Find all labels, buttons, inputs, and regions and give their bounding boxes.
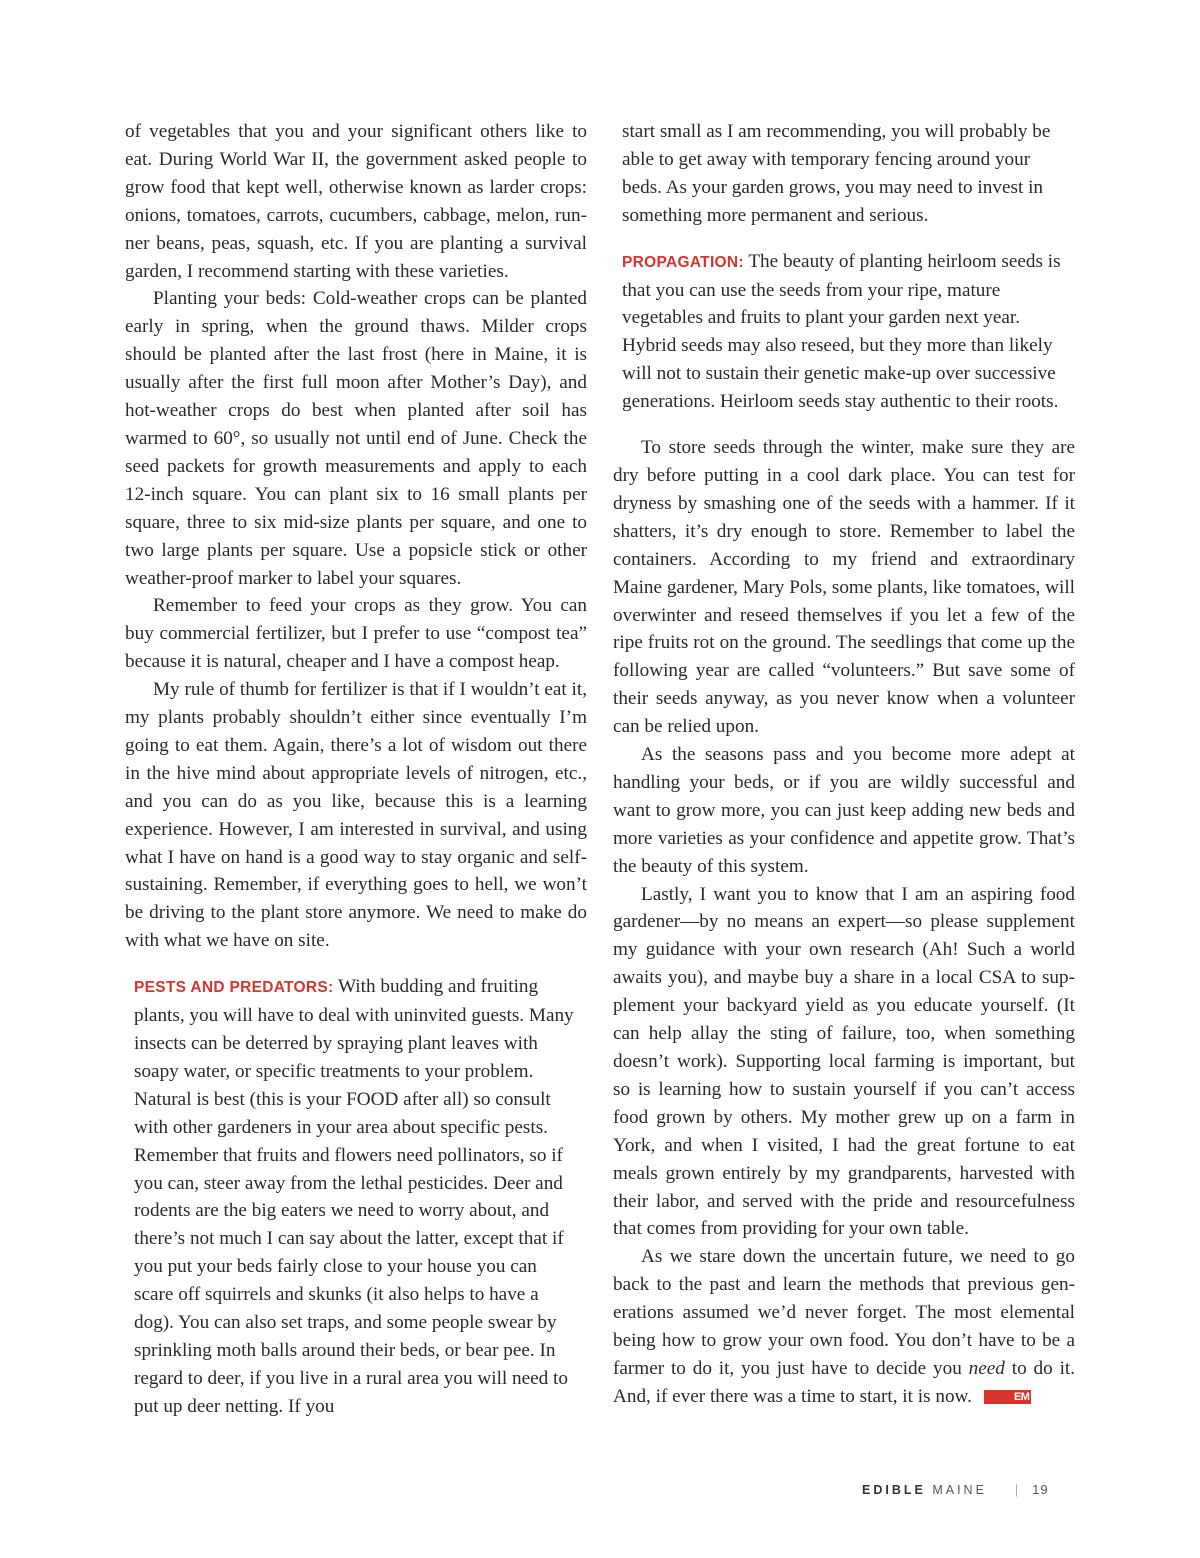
closing-paragraph [613, 1243, 1075, 1410]
end-mark-logo: EM [984, 1390, 1032, 1404]
emphasis-need: need [968, 1357, 1005, 1379]
propagation-label: PROPAGATION: [622, 253, 744, 271]
propagation-sidebar [622, 248, 1068, 416]
left-column [125, 118, 587, 1421]
body-paragraph: To store seeds through the winter, make sure they are dry before putting in a cool dark place. You can test for dryness by smashing one of the seeds with a hammer. If it shatters, it’s dry enough to store. Remember to label the containers. According to my friend and extraordinary Maine gardener, Mary Pols, some plants, like tomatoes, will overwinter and reseed themselves if you let a few of the ripe fruits rot on the ground. The seedlings that come up the following year are called “volunteers.” But save some of their seeds anyway, as you never know when a volunteer can be relied upon. [613, 437, 1075, 738]
body-paragraph: Lastly, I want you to know that I am an aspiring food gardener—by no means an expert—so please supplement my guidance with your own research (Ah! Such a world awaits you), and maybe buy a share in a local CSA to supplement your backyard yield as you educate yourself. (It can help allay the sting of failure, too, when something doesn’t work). Supporting local farming is important, but so is learning how to sustain yourself if you can’t access food grown by others. My mother grew up on a farm in York, and when I visited, I had the great fortune to eat meals grown entirely by my grandparents, harvested with their labor, and served with the pride and resourcefulness that comes from providing for your own table. [613, 883, 1075, 1240]
publication-name-bold: EDIBLE [862, 1483, 926, 1497]
page-number: 19 [1032, 1482, 1049, 1497]
section-spacer [613, 416, 1075, 434]
body-paragraph: of vegetables that you and your significant others like to eat. During World War II, the government asked people to grow food that kept well, otherwise known as larder crops: onions, tomatoes, carrots, cucumbers, cabbage, melon, runner beans, peas, squash, etc. If you are planting a survival garden, I recommend starting with these varieties. [125, 121, 587, 282]
pests-label: PESTS AND PREDATORS: [134, 979, 334, 997]
pests-continuation: start small as I am recommending, you will probably be able to get away with temporary fencing around your beds. As your garden grows, you may need to invest in something more permanent and serious. [622, 121, 1051, 226]
pests-text: With budding and fruiting plants, you will have to deal with uninvited guests. Many insects can be deterred by spraying plant leaves with soapy water, or specific treatments to your problem. Natural is best (this is your FOOD after all) so consult with other gardeners in your area about specific pests. Remember that fruits and flowers need pollinators, so if you can, steer away from the lethal pesticides. Deer and rodents are the big eaters we need to worry about, and there’s not much I can say about the latter, except that if you put your beds fairly close to your house you can scare off squirrels and skunks (it also helps to have a dog). You can also set traps, and some people swear by sprinkling moth balls around their beds, or bear pee. In regard to deer, if you live in a rural area you will need to put up deer netting. If you [134, 976, 574, 1417]
closing-text-a: As we stare down the uncertain future, we need to go back to the past and learn the methods that previous generations assumed we’d never forget. The most elemental being how to grow your own food. You don’t have to be a farmer to do it, you just have to decide you [613, 1246, 1075, 1379]
footer-separator: | [1014, 1483, 1019, 1497]
body-paragraph: As the seasons pass and you become more adept at handling your beds, or if you are wildly successful and want to grow more, you can just keep adding new beds and more varieties as your confidence and appetite grow. That’s the beauty of this system. [613, 744, 1075, 877]
body-paragraph: My rule of thumb for fertilizer is that if I wouldn’t eat it, my plants probably shouldn’t either since eventually I’m going to eat them. Again, there’s a lot of wisdom out there in the hive mind about appropriate levels of nitrogen, etc., and you can do as you like, because this is a learning experience. However, I am interested in survival, and using what I have on hand is a good way to stay organic and self-sustaining. Remember, if everything goes to hell, we won’t be driving to the plant store anymore. We need to make do with what we have on site. [125, 679, 587, 952]
page-footer [862, 1482, 1049, 1497]
closing-text-b: to do it. And, if ever there was a time to start, it is now. [613, 1357, 1076, 1407]
body-paragraph: Planting your beds: Cold-weather crops can be planted early in spring, when the ground thaws. Milder crops should be planted after the last frost (here in Maine, it is usually after the first full moon after Mother’s Day), and hot-weather crops do best when planted after soil has warmed to 60°, so usually not until end of June. Check the seed packets for growth measurements and apply to each 12-inch square. You can plant six to 16 small plants per square, three to six mid-size plants per square, and one to two large plants per square. Use a popsicle stick or other weather-proof marker to label your squares. [125, 288, 587, 589]
right-column [613, 118, 1075, 1411]
publication-name-light: MAINE [932, 1483, 987, 1497]
propagation-text: The beauty of planting heirloom seeds is that you can use the seeds from your ripe, mature vegetables and fruits to plant your garden next year. Hybrid seeds may also reseed, but they more than likely will not to sustain their genetic make-up over successive generations. Heirloom seeds stay authentic to their roots. [622, 250, 1061, 413]
body-paragraph: Remember to feed your crops as they grow. You can buy commercial fertilizer, but I prefer to use “compost tea” because it is natural, cheaper and I have a compost heap. [125, 595, 587, 673]
pests-sidebar [134, 973, 574, 1421]
